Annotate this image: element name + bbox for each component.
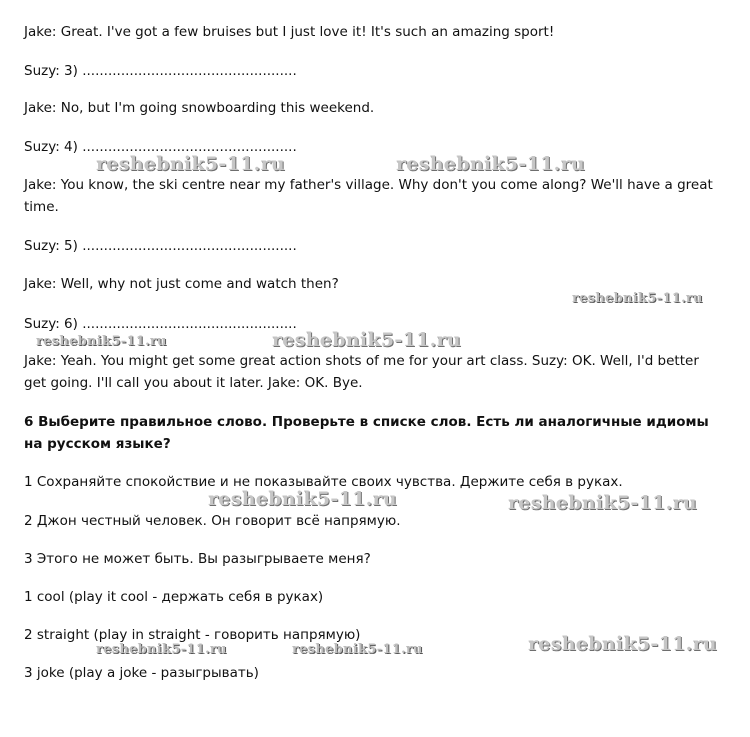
watermark: reshebnik5-11.ru <box>208 488 397 510</box>
dialogue-line: Jake: Yeah. You might get some great action shots of me for your art class. Suzy: OK. Well, I'd better get going. I'll call you about it later. Jake: OK. Bye. <box>24 353 699 391</box>
watermark: reshebnik5-11.ru <box>36 334 167 349</box>
watermark: reshebnik5-11.ru <box>96 642 227 657</box>
task-heading: 6 Выберите правильное слово. Проверьте в списке слов. Есть ли аналогичные идиомы на русском языке? <box>24 414 709 452</box>
task-sentence: 1 Сохраняйте спокойствие и не показывайте своих чувства. Держите себя в руках. <box>24 474 623 490</box>
dialogue-line: Jake: You know, the ski centre near my father's village. Why don't you come along? We'll have a great time. <box>24 177 713 215</box>
watermark: reshebnik5-11.ru <box>396 153 585 175</box>
dialogue-line: Suzy: 3) .................................................. <box>24 63 297 79</box>
task-sentence: 2 Джон честный человек. Он говорит всё напрямую. <box>24 513 401 529</box>
watermark: reshebnik5-11.ru <box>528 633 717 655</box>
answer-line: 2 straight (play in straight - говорить напрямую) <box>24 627 361 643</box>
dialogue-line: Suzy: 5) .................................................. <box>24 238 297 254</box>
watermark: reshebnik5-11.ru <box>572 291 703 306</box>
watermark: reshebnik5-11.ru <box>272 329 461 351</box>
watermark: reshebnik5-11.ru <box>292 642 423 657</box>
task-sentence: 3 Этого не может быть. Вы разыгрываете меня? <box>24 551 371 567</box>
dialogue-line: Jake: Great. I've got a few bruises but I just love it! It's such an amazing sport! <box>24 24 555 40</box>
dialogue-line: Suzy: 6) .................................................. <box>24 316 297 332</box>
answer-line: 1 cool (play it cool - держать себя в руках) <box>24 589 324 605</box>
dialogue-line: Jake: No, but I'm going snowboarding this weekend. <box>24 100 375 116</box>
answer-line: 3 joke (play a joke - разыгрывать) <box>24 665 259 681</box>
watermark: reshebnik5-11.ru <box>508 492 697 514</box>
dialogue-line: Jake: Well, why not just come and watch then? <box>24 276 339 292</box>
dialogue-line: Suzy: 4) .................................................. <box>24 139 297 155</box>
watermark: reshebnik5-11.ru <box>96 153 285 175</box>
